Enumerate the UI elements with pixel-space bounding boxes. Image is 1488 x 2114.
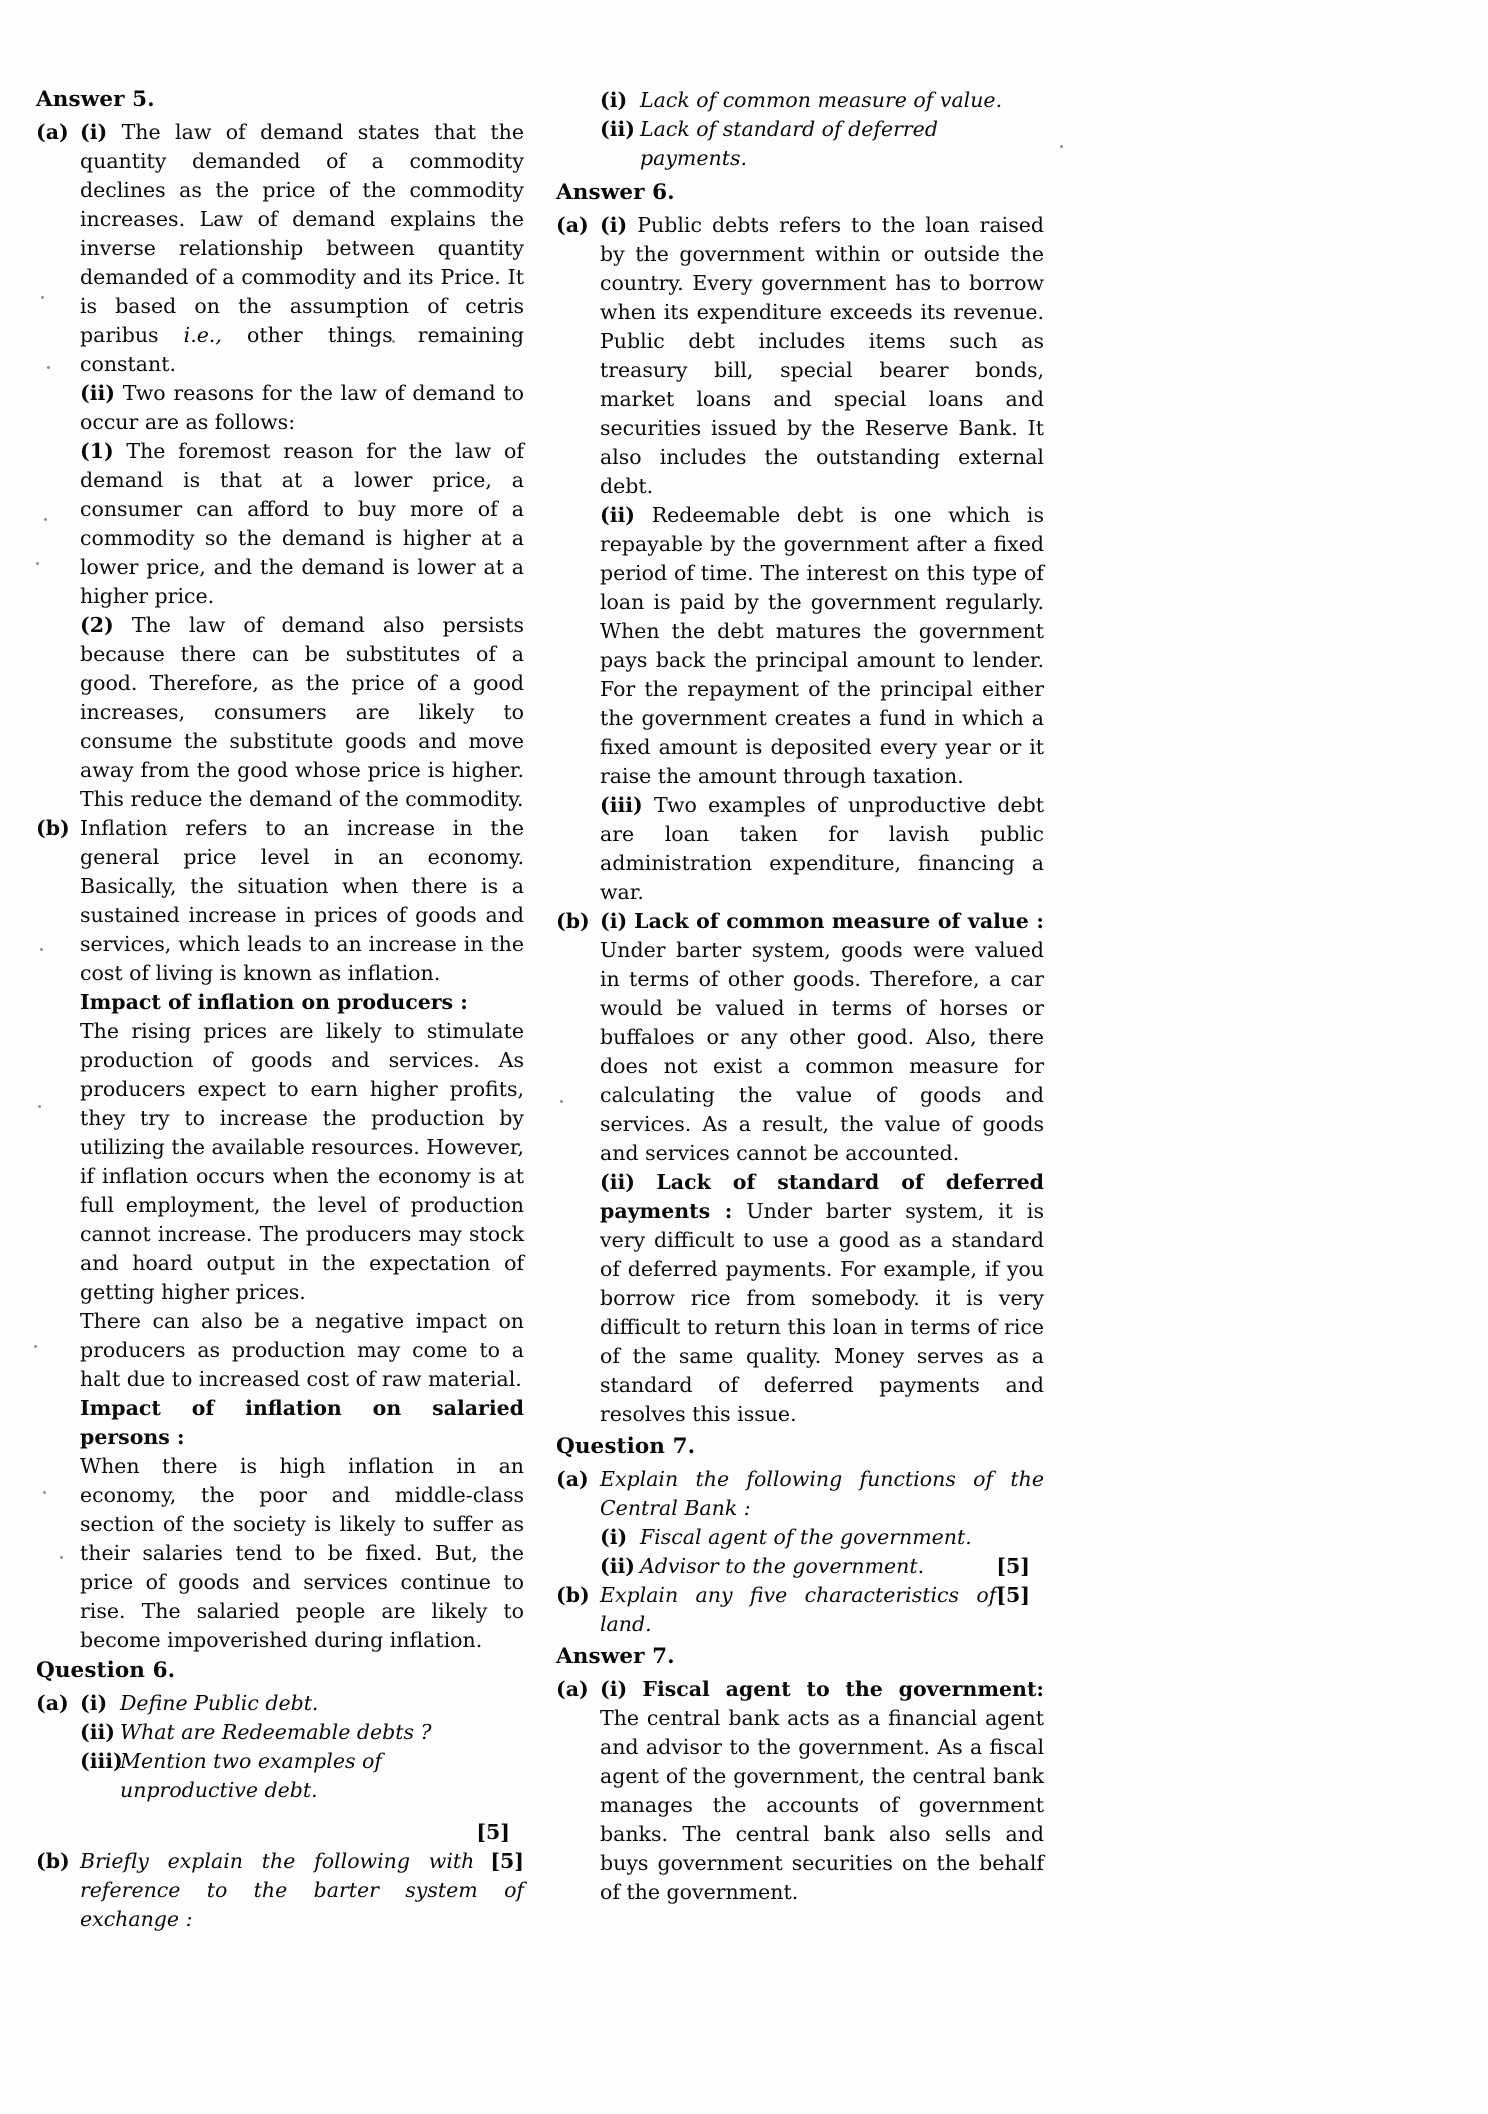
- answer6-a-iii-text: Two examples of unproductive debt are loan taken for lavish public administration expenditure, financing a war.: [600, 793, 1044, 905]
- question7-a-i-text: Fiscal agent of the government.: [640, 1524, 972, 1549]
- list-marker-a: (a): [36, 1690, 69, 1715]
- impact-producers-para-2: There can also be a negative impact on producers as production may come to a halt due to increased cost of raw material.: [80, 1308, 524, 1391]
- two-column-body: [36, 86, 1452, 1934]
- list-marker-1: (1): [80, 438, 114, 463]
- question7-a-ii-text: Advisor to the government.: [640, 1554, 925, 1579]
- answer6-part-b: [556, 907, 1044, 1429]
- question7-a-ii: [600, 1552, 1044, 1581]
- question6-part-a: [36, 1689, 524, 1847]
- right-column: [556, 86, 1044, 1934]
- question6-b-marks: [5]: [490, 1849, 524, 1874]
- answer7-a-i-lead: Fiscal agent to the government:: [642, 1677, 1044, 1702]
- answer5-a-i-italic: i.e.,: [183, 322, 222, 347]
- answer5-b-intro: Inflation refers to an increase in the general price level in an economy. Basically, the situation when there is a sustained increase in prices of goods and services, which leads to an increase in the cost of living is known as inflation.: [80, 815, 524, 985]
- impact-producers-heading: Impact of inflation on producers :: [80, 989, 468, 1014]
- answer6-a-i-text: Public debts refers to the loan raised by the government within or outside the country. Every government has to borrow when its expenditure exceeds its revenue. Public debt includes items such as treasury bill, special bearer bonds, market loans and special loans and securities issued by the Reserve Bank. It also includes the outstanding external debt.: [600, 213, 1044, 499]
- answer6-b-ii-lead: Lack of standard of deferred payments :: [600, 1170, 1044, 1224]
- list-marker-i: (i): [80, 1690, 108, 1715]
- list-marker-b: (b): [36, 1849, 70, 1874]
- question6-a-i-text: Define Public debt.: [120, 1690, 319, 1715]
- list-marker-ii: (ii): [600, 1170, 635, 1195]
- list-marker-2: (2): [80, 612, 114, 637]
- question7-b-marks: [5]: [996, 1583, 1030, 1608]
- list-marker-i: (i): [600, 88, 628, 112]
- answer-7-heading: Answer 7.: [556, 1644, 675, 1670]
- list-marker-i: (i): [600, 1524, 628, 1549]
- question6-a-iii-text: Mention two examples of unproductive debt.: [120, 1749, 382, 1803]
- list-marker-ii: (ii): [600, 1554, 635, 1579]
- list-marker-i: (i): [600, 1677, 628, 1702]
- question7-a-text: Explain the following functions of the Central Bank :: [600, 1466, 1044, 1520]
- answer5-a-i-paragraph: [80, 118, 524, 379]
- answer5-a-ii-text: Two reasons for the law of demand to occur are as follows:: [80, 380, 524, 434]
- question6-b-text: [80, 1847, 524, 1934]
- question6-b-subitems: [556, 86, 1044, 173]
- answer5-a-ii-1-text: The foremost reason for the law of demand is that at a lower price, a consumer can afford to buy more of a commodity so the demand is higher at a lower price, and the demand is lower at a higher price.: [80, 438, 524, 608]
- list-marker-a: (a): [556, 213, 589, 238]
- question6-a-iii: [80, 1747, 524, 1805]
- impact-producers-para-1: The rising prices are likely to stimulate production of goods and services. As producers expect to earn higher profits, they try to increase the production by utilizing the available resources. However, if inflation occurs when the economy is at full employment, the level of production cannot increase. The producers may stock and hoard output in the expectation of getting higher prices.: [80, 1018, 524, 1304]
- list-marker-i: (i): [600, 213, 628, 238]
- list-marker-ii: (ii): [600, 503, 635, 528]
- question7-a-marks: [5]: [996, 1554, 1030, 1579]
- list-marker-a: (a): [556, 1677, 589, 1702]
- impact-salaried-para-1: When there is high inflation in an economy, the poor and middle-class section of the society is likely to suffer as their salaries tend to be fixed. But, the price of goods and services continue to rise. The salaried people are likely to become impoverished during inflation.: [80, 1453, 524, 1652]
- answer6-b-i-text: Under barter system, goods were valued in terms of other goods. Therefore, a car would be valued in terms of horses or buffaloes or any other good. Also, there does not exist a common measure for calculating the value of goods and services. As a result, the value of goods and services cannot be accounted.: [600, 938, 1044, 1166]
- question-6-heading: Question 6.: [36, 1657, 176, 1683]
- question6-a-marks: [5]: [476, 1820, 510, 1845]
- list-marker-ii: (ii): [600, 117, 635, 142]
- answer7-a-i-paragraph: [600, 1675, 1044, 1907]
- impact-salaried-heading: Impact of inflation on salaried persons :: [80, 1395, 524, 1449]
- answer7-part-a: [556, 1675, 1044, 1907]
- answer7-a-i-text: The central bank acts as a financial agent and advisor to the government. As a fiscal agent of the government, the central bank manages the accounts of government banks. The central bank also sells and buys government securities on the behalf of the government.: [600, 1706, 1044, 1905]
- question6-b-ii: [600, 115, 1044, 173]
- list-marker-b: (b): [36, 815, 70, 840]
- answer5-a-i-text-end: other things remaining constant.: [80, 322, 524, 376]
- list-marker-a: (a): [556, 1466, 589, 1491]
- list-marker-ii: (ii): [80, 380, 115, 405]
- answer6-b-i-paragraph: [600, 907, 1044, 1168]
- answer6-b-ii-text: Under barter system, it is very difficult to use a good as a standard of deferred payments. For example, if you borrow rice from somebody. it is very difficult to return this loan in terms of rice of the same quality. Money serves as a standard of deferred payments and resolves this issue.: [600, 1199, 1044, 1427]
- answer6-a-ii-paragraph: [600, 501, 1044, 791]
- answer6-part-a: [556, 211, 1044, 907]
- answer5-a-ii-2-text: The law of demand also persists because there can be substitutes of a good. Therefore, as the price of a good increases, consumers are likely to consume the substitute goods and move away from the good whose price is higher. This reduce the demand of the commodity.: [80, 612, 524, 811]
- list-marker-i: (i): [80, 119, 108, 144]
- answer5-part-b: [36, 814, 524, 1655]
- question6-part-b: [36, 1847, 524, 1934]
- list-marker-b: (b): [556, 1583, 590, 1608]
- answer5-a-ii-paragraph: [80, 379, 524, 437]
- answer5-a-ii-2-paragraph: [80, 611, 524, 814]
- question7-b-text: Explain any five characteristics of land.: [600, 1583, 997, 1637]
- question7-a-i: [600, 1523, 1044, 1552]
- question6-b-i-text: Lack of common measure of value.: [640, 88, 1003, 112]
- answer6-b-ii-paragraph: [600, 1168, 1044, 1429]
- list-marker-i: (i): [600, 909, 628, 934]
- question6-b-i: [600, 86, 1044, 115]
- question-7-heading: Question 7.: [556, 1434, 696, 1460]
- question6-b-ii-text: Lack of standard of deferred payments.: [640, 117, 938, 171]
- answer6-a-iii-paragraph: [600, 791, 1044, 907]
- answer6-a-i-paragraph: [600, 211, 1044, 501]
- answer5-a-ii-1-paragraph: [80, 437, 524, 611]
- question6-a-ii: [80, 1718, 524, 1747]
- left-column: [36, 86, 524, 1934]
- question7-part-b: [556, 1581, 1044, 1639]
- answer6-a-ii-text: Redeemable debt is one which is repayable by the government after a fixed period of time. The interest on this type of loan is paid by the government regularly. When the debt matures the government pays back the principal amount to lender. For the repayment of the principal either the government creates a fund in which a fixed amount is deposited every year or it raise the amount through taxation.: [600, 503, 1044, 789]
- list-marker-a: (a): [36, 119, 69, 144]
- answer5-a-i-text: The law of demand states that the quantity demanded of a commodity declines as the price of the commodity increases. Law of demand explains the inverse relationship between quantity demanded of a commodity and its Price. It is based on the assumption of cetris paribus: [80, 119, 524, 347]
- question6-b-body: Briefly explain the following with reference to the barter system of exchange :: [80, 1849, 524, 1932]
- answer-6-heading: Answer 6.: [556, 180, 675, 206]
- answer6-b-i-lead: Lack of common measure of value :: [634, 909, 1044, 934]
- question6-a-i: [80, 1689, 524, 1718]
- answer-5-heading: Answer 5.: [36, 87, 155, 112]
- answer5-part-a: [36, 118, 524, 814]
- question6-a-ii-text: What are Redeemable debts ?: [120, 1719, 432, 1744]
- list-marker-iii: (iii): [600, 793, 643, 818]
- question7-part-a: [556, 1465, 1044, 1581]
- list-marker-ii: (ii): [80, 1719, 115, 1744]
- list-marker-iii: (iii): [80, 1749, 123, 1774]
- list-marker-b: (b): [556, 909, 590, 934]
